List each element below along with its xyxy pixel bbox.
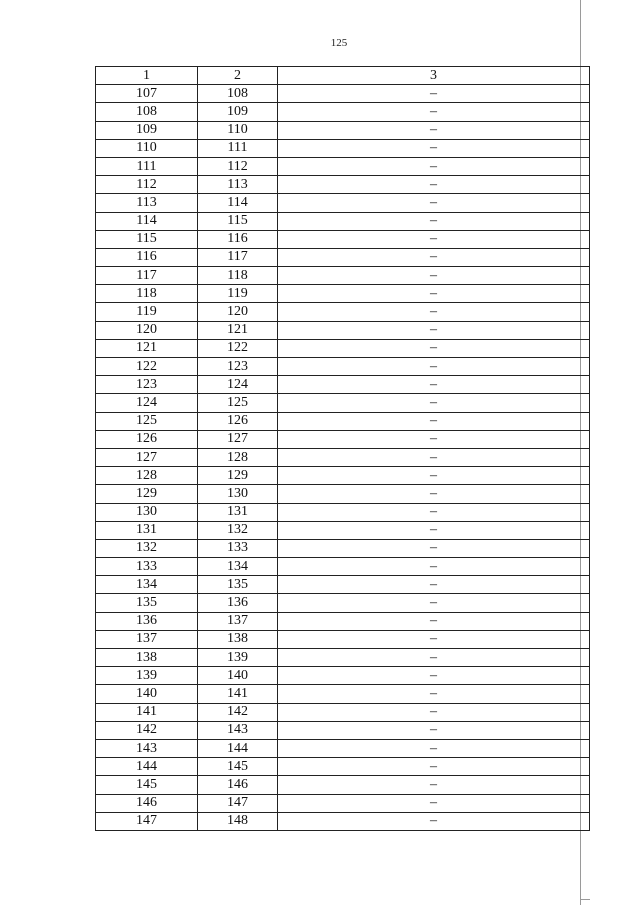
table-cell-col-2: 139 [198, 649, 278, 667]
table-row [96, 612, 590, 630]
table-cell-col-1: 122 [96, 358, 198, 376]
table-cell-col-3: – [278, 248, 590, 266]
table-cell-col-3: – [278, 103, 590, 121]
table-cell-col-2: 140 [198, 667, 278, 685]
table-row [96, 194, 590, 212]
table-cell-col-3: – [278, 394, 590, 412]
table-row [96, 776, 590, 794]
table-cell-col-2: 134 [198, 558, 278, 576]
table-cell-col-3: – [278, 230, 590, 248]
table-cell-col-3: – [278, 285, 590, 303]
table-cell-col-3: – [278, 485, 590, 503]
table-body [96, 85, 590, 831]
table-cell-col-2: 130 [198, 485, 278, 503]
table-cell-col-1: 118 [96, 285, 198, 303]
table-cell-col-1: 120 [96, 321, 198, 339]
table-cell-col-3: – [278, 412, 590, 430]
table-cell-col-3: – [278, 376, 590, 394]
table-cell-col-1: 144 [96, 758, 198, 776]
table-cell-col-1: 107 [96, 85, 198, 103]
table-cell-col-2: 131 [198, 503, 278, 521]
table-row [96, 758, 590, 776]
table-cell-col-1: 117 [96, 267, 198, 285]
table-row [96, 558, 590, 576]
table-cell-col-3: – [278, 576, 590, 594]
table-cell-col-3: – [278, 212, 590, 230]
table-cell-col-3: – [278, 612, 590, 630]
table-row [96, 212, 590, 230]
table-cell-col-1: 138 [96, 649, 198, 667]
table-cell-col-1: 135 [96, 594, 198, 612]
table-cell-col-2: 122 [198, 339, 278, 357]
table-row [96, 358, 590, 376]
table-cell-col-1: 124 [96, 394, 198, 412]
column-header-1: 1 [96, 67, 198, 85]
table-cell-col-1: 109 [96, 121, 198, 139]
column-header-3: 3 [278, 67, 590, 85]
table-row [96, 176, 590, 194]
table-row [96, 121, 590, 139]
table-cell-col-1: 114 [96, 212, 198, 230]
table-cell-col-1: 147 [96, 812, 198, 830]
table-cell-col-2: 127 [198, 430, 278, 448]
table-row [96, 667, 590, 685]
table-cell-col-3: – [278, 794, 590, 812]
table-cell-col-3: – [278, 85, 590, 103]
table-cell-col-2: 132 [198, 521, 278, 539]
table-row [96, 739, 590, 757]
table-cell-col-1: 110 [96, 139, 198, 157]
table-row [96, 248, 590, 266]
column-header-2: 2 [198, 67, 278, 85]
table-cell-col-2: 109 [198, 103, 278, 121]
table-row [96, 703, 590, 721]
table-row [96, 339, 590, 357]
table-cell-col-2: 145 [198, 758, 278, 776]
table-cell-col-1: 130 [96, 503, 198, 521]
table-cell-col-2: 137 [198, 612, 278, 630]
table-cell-col-1: 112 [96, 176, 198, 194]
table-cell-col-2: 116 [198, 230, 278, 248]
table-row [96, 521, 590, 539]
table-cell-col-2: 114 [198, 194, 278, 212]
table-cell-col-3: – [278, 448, 590, 466]
table-cell-col-1: 126 [96, 430, 198, 448]
table-cell-col-3: – [278, 667, 590, 685]
table-cell-col-1: 128 [96, 467, 198, 485]
table-cell-col-2: 143 [198, 721, 278, 739]
table-cell-col-1: 137 [96, 630, 198, 648]
table-cell-col-1: 131 [96, 521, 198, 539]
table-cell-col-3: – [278, 758, 590, 776]
table-header [96, 67, 590, 85]
table-cell-col-3: – [278, 503, 590, 521]
table-row [96, 285, 590, 303]
table-row [96, 103, 590, 121]
table-cell-col-1: 127 [96, 448, 198, 466]
table-cell-col-1: 121 [96, 339, 198, 357]
table-cell-col-2: 118 [198, 267, 278, 285]
table-cell-col-1: 134 [96, 576, 198, 594]
table-cell-col-2: 119 [198, 285, 278, 303]
scan-edge-foot [580, 899, 590, 900]
table-cell-col-1: 111 [96, 157, 198, 175]
table-cell-col-3: – [278, 539, 590, 557]
table-row [96, 157, 590, 175]
table-cell-col-1: 113 [96, 194, 198, 212]
table-cell-col-1: 146 [96, 794, 198, 812]
table-cell-col-2: 120 [198, 303, 278, 321]
table-cell-col-2: 115 [198, 212, 278, 230]
table-row [96, 394, 590, 412]
table-cell-col-3: – [278, 303, 590, 321]
table-cell-col-2: 125 [198, 394, 278, 412]
table-cell-col-2: 128 [198, 448, 278, 466]
table-cell-col-3: – [278, 521, 590, 539]
header-row [96, 67, 590, 85]
table-cell-col-1: 136 [96, 612, 198, 630]
table-cell-col-1: 123 [96, 376, 198, 394]
table-cell-col-3: – [278, 176, 590, 194]
table-row [96, 812, 590, 830]
table-cell-col-1: 132 [96, 539, 198, 557]
table-cell-col-1: 115 [96, 230, 198, 248]
table-cell-col-2: 121 [198, 321, 278, 339]
table-row [96, 721, 590, 739]
table-cell-col-1: 116 [96, 248, 198, 266]
table-cell-col-1: 125 [96, 412, 198, 430]
table-cell-col-1: 129 [96, 485, 198, 503]
table-cell-col-3: – [278, 739, 590, 757]
table-cell-col-2: 123 [198, 358, 278, 376]
table-cell-col-3: – [278, 649, 590, 667]
table-row [96, 649, 590, 667]
table-cell-col-3: – [278, 721, 590, 739]
table-row [96, 267, 590, 285]
table-row [96, 230, 590, 248]
table-cell-col-3: – [278, 139, 590, 157]
table-cell-col-3: – [278, 594, 590, 612]
table-row [96, 321, 590, 339]
table-cell-col-1: 140 [96, 685, 198, 703]
table-cell-col-1: 143 [96, 739, 198, 757]
table-cell-col-3: – [278, 157, 590, 175]
table-cell-col-2: 147 [198, 794, 278, 812]
table-row [96, 448, 590, 466]
table-cell-col-1: 133 [96, 558, 198, 576]
table-cell-col-3: – [278, 703, 590, 721]
table-cell-col-3: – [278, 630, 590, 648]
table-cell-col-2: 144 [198, 739, 278, 757]
table-cell-col-2: 126 [198, 412, 278, 430]
page-number: 125 [330, 37, 348, 49]
table-cell-col-3: – [278, 812, 590, 830]
table-row [96, 430, 590, 448]
table-cell-col-2: 148 [198, 812, 278, 830]
table-cell-col-2: 138 [198, 630, 278, 648]
table-cell-col-2: 129 [198, 467, 278, 485]
table-cell-col-2: 111 [198, 139, 278, 157]
table-cell-col-2: 135 [198, 576, 278, 594]
table-row [96, 85, 590, 103]
table-cell-col-1: 141 [96, 703, 198, 721]
table-row [96, 139, 590, 157]
table-cell-col-3: – [278, 321, 590, 339]
table-cell-col-2: 136 [198, 594, 278, 612]
table-cell-col-2: 108 [198, 85, 278, 103]
table-row [96, 794, 590, 812]
table-row [96, 576, 590, 594]
table-row [96, 303, 590, 321]
table-cell-col-3: – [278, 358, 590, 376]
table-cell-col-3: – [278, 685, 590, 703]
table-cell-col-3: – [278, 267, 590, 285]
table-cell-col-2: 110 [198, 121, 278, 139]
table-row [96, 503, 590, 521]
table-cell-col-3: – [278, 339, 590, 357]
table-cell-col-2: 141 [198, 685, 278, 703]
table-cell-col-2: 124 [198, 376, 278, 394]
table-row [96, 376, 590, 394]
table-cell-col-2: 142 [198, 703, 278, 721]
table-row [96, 539, 590, 557]
table-cell-col-1: 145 [96, 776, 198, 794]
table-cell-col-2: 146 [198, 776, 278, 794]
table-cell-col-2: 112 [198, 157, 278, 175]
table-row [96, 594, 590, 612]
table-cell-col-3: – [278, 430, 590, 448]
table-cell-col-2: 117 [198, 248, 278, 266]
table-row [96, 467, 590, 485]
table-cell-col-1: 108 [96, 103, 198, 121]
table-cell-col-3: – [278, 558, 590, 576]
table-cell-col-1: 142 [96, 721, 198, 739]
table-cell-col-1: 139 [96, 667, 198, 685]
table-cell-col-3: – [278, 194, 590, 212]
table-row [96, 485, 590, 503]
data-table [95, 66, 590, 831]
table-cell-col-3: – [278, 776, 590, 794]
table-cell-col-3: – [278, 121, 590, 139]
table-row [96, 685, 590, 703]
table-cell-col-2: 113 [198, 176, 278, 194]
table-row [96, 630, 590, 648]
table-cell-col-2: 133 [198, 539, 278, 557]
table-row [96, 412, 590, 430]
table-cell-col-3: – [278, 467, 590, 485]
table-cell-col-1: 119 [96, 303, 198, 321]
